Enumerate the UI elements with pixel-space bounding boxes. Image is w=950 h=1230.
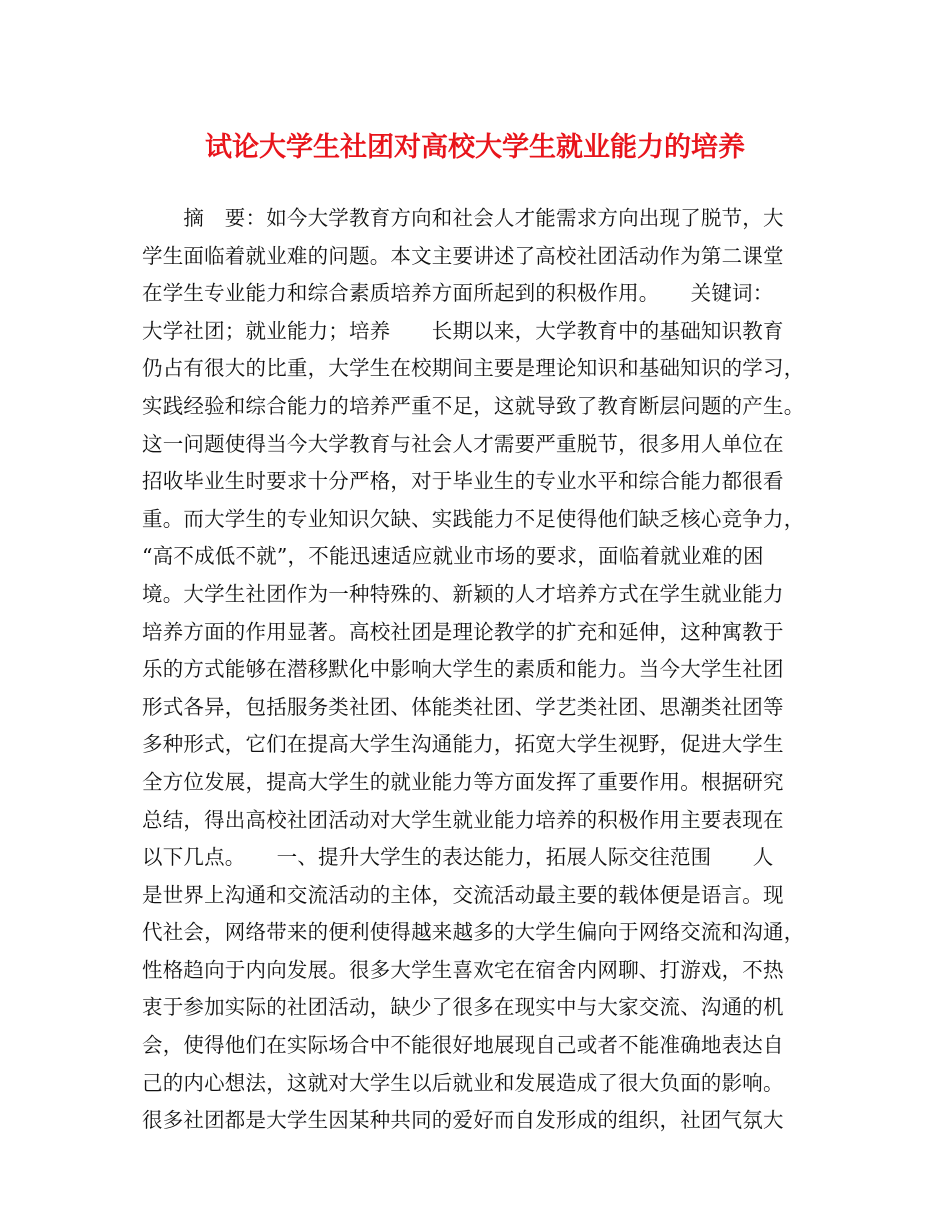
body-line: 乐的方式能够在潜移默化中影响大学生的素质和能力。当今大学生社团 <box>142 657 784 682</box>
body-line: 仍占有很大的比重，大学生在校期间主要是理论知识和基础知识的学习， <box>142 356 805 381</box>
document-title: 试论大学生社团对高校大学生就业能力的培养 <box>205 132 745 163</box>
body-line: 境。大学生社团作为一种特殊的、新颖的人才培养方式在学生就业能力 <box>142 581 784 606</box>
body-line: 代社会，网络带来的便利使得越来越多的大学生偏向于网络交流和沟通， <box>142 920 805 945</box>
body-line: 多种形式，它们在提高大学生沟通能力，拓宽大学生视野，促进大学生 <box>142 732 784 757</box>
body-line: “高不成低不就”，不能迅速适应就业市场的要求，面临着就业难的困 <box>142 544 764 569</box>
body-line: 衷于参加实际的社团活动，缺少了很多在现实中与大家交流、沟通的机 <box>142 995 784 1020</box>
body-line: 摘 要：如今大学教育方向和社会人才能需求方向出现了脱节，大 <box>142 206 784 230</box>
body-line: 很多社团都是大学生因某种共同的爱好而自发形成的组织，社团气氛大 <box>142 1108 784 1133</box>
body-line: 招收毕业生时要求十分严格，对于毕业生的专业水平和综合能力都很看 <box>142 469 784 494</box>
body-line: 学生面临着就业难的问题。本文主要讲述了高校社团活动作为第二课堂 <box>142 243 784 268</box>
body-line: 培养方面的作用显著。高校社团是理论教学的扩充和延伸，这种寓教于 <box>142 619 784 644</box>
body-line: 实践经验和综合能力的培养严重不足，这就导致了教育断层问题的产生。 <box>142 393 805 418</box>
body-line: 全方位发展，提高大学生的就业能力等方面发挥了重要作用。根据研究 <box>142 769 784 794</box>
body-line: 总结，得出高校社团活动对大学生就业能力培养的积极作用主要表现在 <box>142 807 784 832</box>
body-line: 这一问题使得当今大学教育与社会人才需要严重脱节，很多用人单位在 <box>142 431 784 456</box>
body-line: 会，使得他们在实际场合中不能很好地展现自己或者不能准确地表达自 <box>142 1033 784 1058</box>
body-line: 大学社团；就业能力；培养 长期以来，大学教育中的基础知识教育 <box>142 318 784 343</box>
body-line: 性格趋向于内向发展。很多大学生喜欢宅在宿舍内网聊、打游戏，不热 <box>142 957 784 982</box>
body-line: 形式各异，包括服务类社团、体能类社团、学艺类社团、思潮类社团等 <box>142 694 784 719</box>
document-body <box>142 200 832 1140</box>
body-line: 在学生专业能力和综合素质培养方面所起到的积极作用。 关键词： <box>142 281 774 306</box>
body-line: 己的内心想法，这就对大学生以后就业和发展造成了很大负面的影响。 <box>142 1070 784 1095</box>
body-line: 是世界上沟通和交流活动的主体，交流活动最主要的载体便是语言。现 <box>142 882 784 907</box>
body-line: 重。而大学生的专业知识欠缺、实践能力不足使得他们缺乏核心竞争力， <box>142 506 805 531</box>
body-line: 以下几点。 一、提升大学生的表达能力，拓展人际交往范围 人 <box>142 845 774 870</box>
